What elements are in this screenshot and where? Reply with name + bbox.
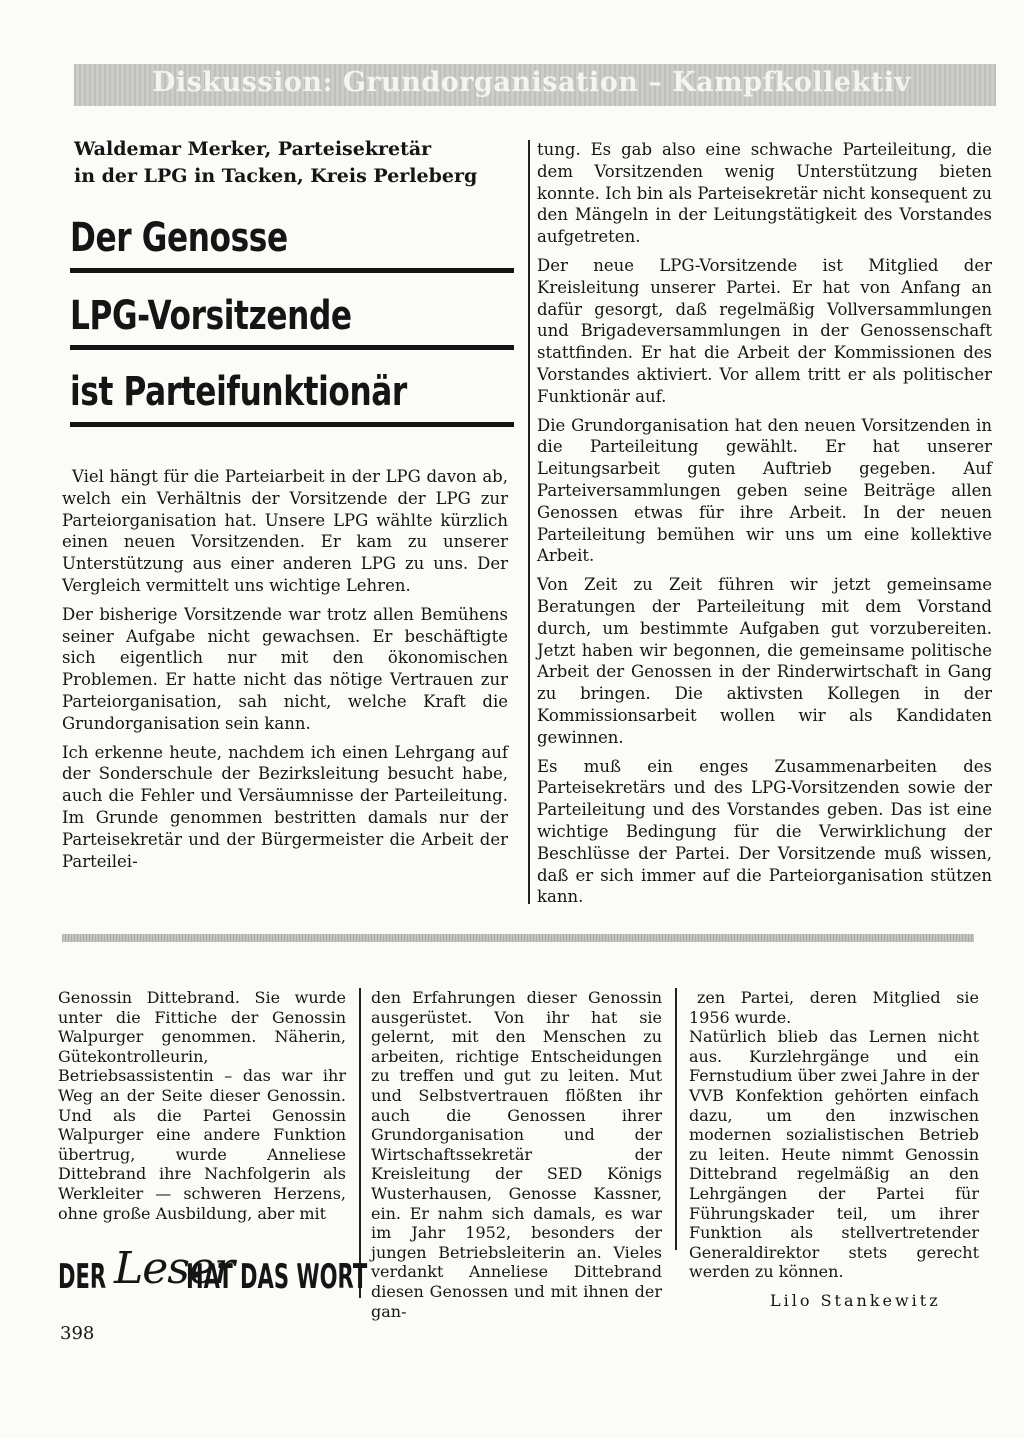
letter-paragraph: Genossin Dittebrand. Sie wurde unter die Fittiche der Genossin Walpurger genommen. Näherin, Gütekontrolleurin, Betriebsassistentin – das war ihr Weg an der Seite dieser Genossin. Und als die Partei Genossin Walpurger eine andere Funktion übertrug, wurde Anneliese Dittebrand ihre Nachfolgerin als Werkleiter — schweren Herzens, ohne große Ausbildung, aber mit	[58, 988, 346, 1223]
letter-column-divider	[359, 988, 361, 1298]
leser-hat-das-wort-logo	[58, 1243, 368, 1300]
article-paragraph: Der bisherige Vorsitzende war trotz allen Bemühens seiner Aufgabe nicht gewachsen. Er beschäftigte sich eigentlich nur mit den ökonomischen Problemen. Er hatte nicht das nötige Vertrauen zur Parteiorganisation, sah nicht, welche Kraft die Grundorganisation sein kann.	[62, 604, 508, 733]
logo-der: DER	[58, 1257, 107, 1297]
section-banner	[74, 64, 996, 106]
headline-rule-3	[70, 422, 514, 427]
letter-column-3	[689, 988, 979, 1282]
article-right-column	[537, 139, 992, 915]
logo-leser-script: Leser	[114, 1243, 234, 1294]
headline-rule-2	[70, 345, 514, 350]
article-left-column	[62, 466, 508, 879]
article-paragraph: Der neue LPG-Vorsitzende ist Mitglied der Kreisleitung unserer Partei. Er hat von Anfang an dafür gesorgt, daß regelmäßig Vollversammlungen und Brigadeversammlungen in der Genossenschaft stattfinden. Er hat die Arbeit der Kommissionen des Vorstandes aktiviert. Vor allem tritt er als politischer Funktionär auf.	[537, 255, 992, 406]
author-byline-line-2: in der LPG in Tacken, Kreis Perleberg	[74, 165, 478, 187]
letter-paragraph: zen Partei, deren Mitglied sie 1956 wurde.	[689, 988, 979, 1027]
letter-column-divider	[675, 988, 677, 1250]
article-paragraph: Ich erkenne heute, nachdem ich einen Lehrgang auf der Sonderschule der Bezirksleitung besucht habe, auch die Fehler und Versäumnisse der Parteileitung. Im Grunde genommen bestritten damals nur der Parteisekretär und der Bürgermeister die Arbeit der Parteilei-	[62, 742, 508, 871]
letter-column-1	[58, 988, 346, 1223]
headline-line-1: Der Genosse	[70, 215, 288, 261]
article-paragraph: Es muß ein enges Zusammenarbeiten des Parteisekretärs und des LPG-Vorsitzenden sowie der Parteileitung und des Vorstandes geben. Das ist eine wichtige Bedingung für die Verwirklichung der Beschlüsse der Partei. Der Vorsitzende muß wissen, daß er sich immer auf die Parteiorganisation stützen kann.	[537, 756, 992, 907]
article-paragraph: Viel hängt für die Parteiarbeit in der LPG davon ab, welch ein Verhältnis der Vorsitzende der LPG zur Parteiorganisation hat. Unsere LPG wählte kürzlich einen neuen Vorsitzenden. Er kam zu unserer Unterstützung aus einer anderen LPG zu uns. Der Vergleich vermittelt uns wichtige Lehren.	[62, 467, 508, 595]
headline-line-3: ist Parteifunktionär	[70, 369, 407, 415]
letter-paragraph: Natürlich blieb das Lernen nicht aus. Kurzlehrgänge und ein Fernstudium über zwei Jahre in der VVB Konfektion gehörten einfach dazu, um den inzwischen modernen sozialistischen Betrieb zu leiten. Heute nimmt Genossin Dittebrand regelmäßig an den Lehrgängen der Partei für Führungskader teil, um ihrer Funktion als stellvertretender Generaldirektor stets gerecht werden zu können.	[689, 1027, 979, 1282]
section-banner-title: Diskussion: Grundorganisation – Kampfkollektiv	[152, 67, 911, 98]
column-divider	[528, 140, 530, 904]
headline-rule-1	[70, 268, 514, 273]
headline-line-2: LPG-Vorsitzende	[70, 293, 352, 339]
author-byline-line-1: Waldemar Merker, Parteisekretär	[74, 138, 432, 160]
article-paragraph: tung. Es gab also eine schwache Parteileitung, die dem Vorsitzenden wenig Unterstützung bieten konnte. Ich bin als Parteisekretär nicht konsequent zu den Mängeln in der Leitungstätigkeit des Vorstandes aufgetreten.	[537, 140, 992, 247]
author-signature: Lilo Stankewitz	[770, 1291, 941, 1310]
logo-hat-das-wort: HAT DAS WORT	[186, 1257, 368, 1297]
letter-paragraph: den Erfahrungen dieser Genossin ausgerüstet. Von ihr hat sie gelernt, mit den Menschen zu arbeiten, richtige Entscheidungen zu treffen und gut zu leiten. Mut und Selbstvertrauen flößten ihr auch die Genossen ihrer Grundorganisation und der Wirtschaftssekretär der Kreisleitung der SED Königs Wusterhausen, Genosse Kassner, ein. Er nahm sich damals, es war im Jahr 1952, besonders der jungen Betriebsleiterin an. Vieles verdankt Anneliese Dittebrand diesen Genossen und mit ihnen der gan-	[371, 988, 662, 1321]
section-separator	[62, 934, 974, 942]
article-paragraph: Die Grundorganisation hat den neuen Vorsitzenden in die Parteileitung gewählt. Er hat unserer Leitungsarbeit guten Auftrieb gegeben. Auf Parteiversammlungen geben seine Beiträge allen Genossen etwas für ihre Arbeit. In der neuen Parteileitung bemühen wir uns um eine kollektive Arbeit.	[537, 415, 992, 566]
author-byline	[74, 136, 514, 190]
article-paragraph: Von Zeit zu Zeit führen wir jetzt gemeinsame Beratungen der Parteileitung mit dem Vorstand durch, um bestimmte Aufgaben gut vorzubereiten. Jetzt haben wir begonnen, die gemeinsame politische Arbeit der Genossen in der Rinderwirtschaft in Gang zu bringen. Die aktivsten Kollegen in der Kommissionsarbeit wollen wir als Kandidaten gewinnen.	[537, 575, 992, 747]
page-number: 398	[60, 1323, 95, 1344]
